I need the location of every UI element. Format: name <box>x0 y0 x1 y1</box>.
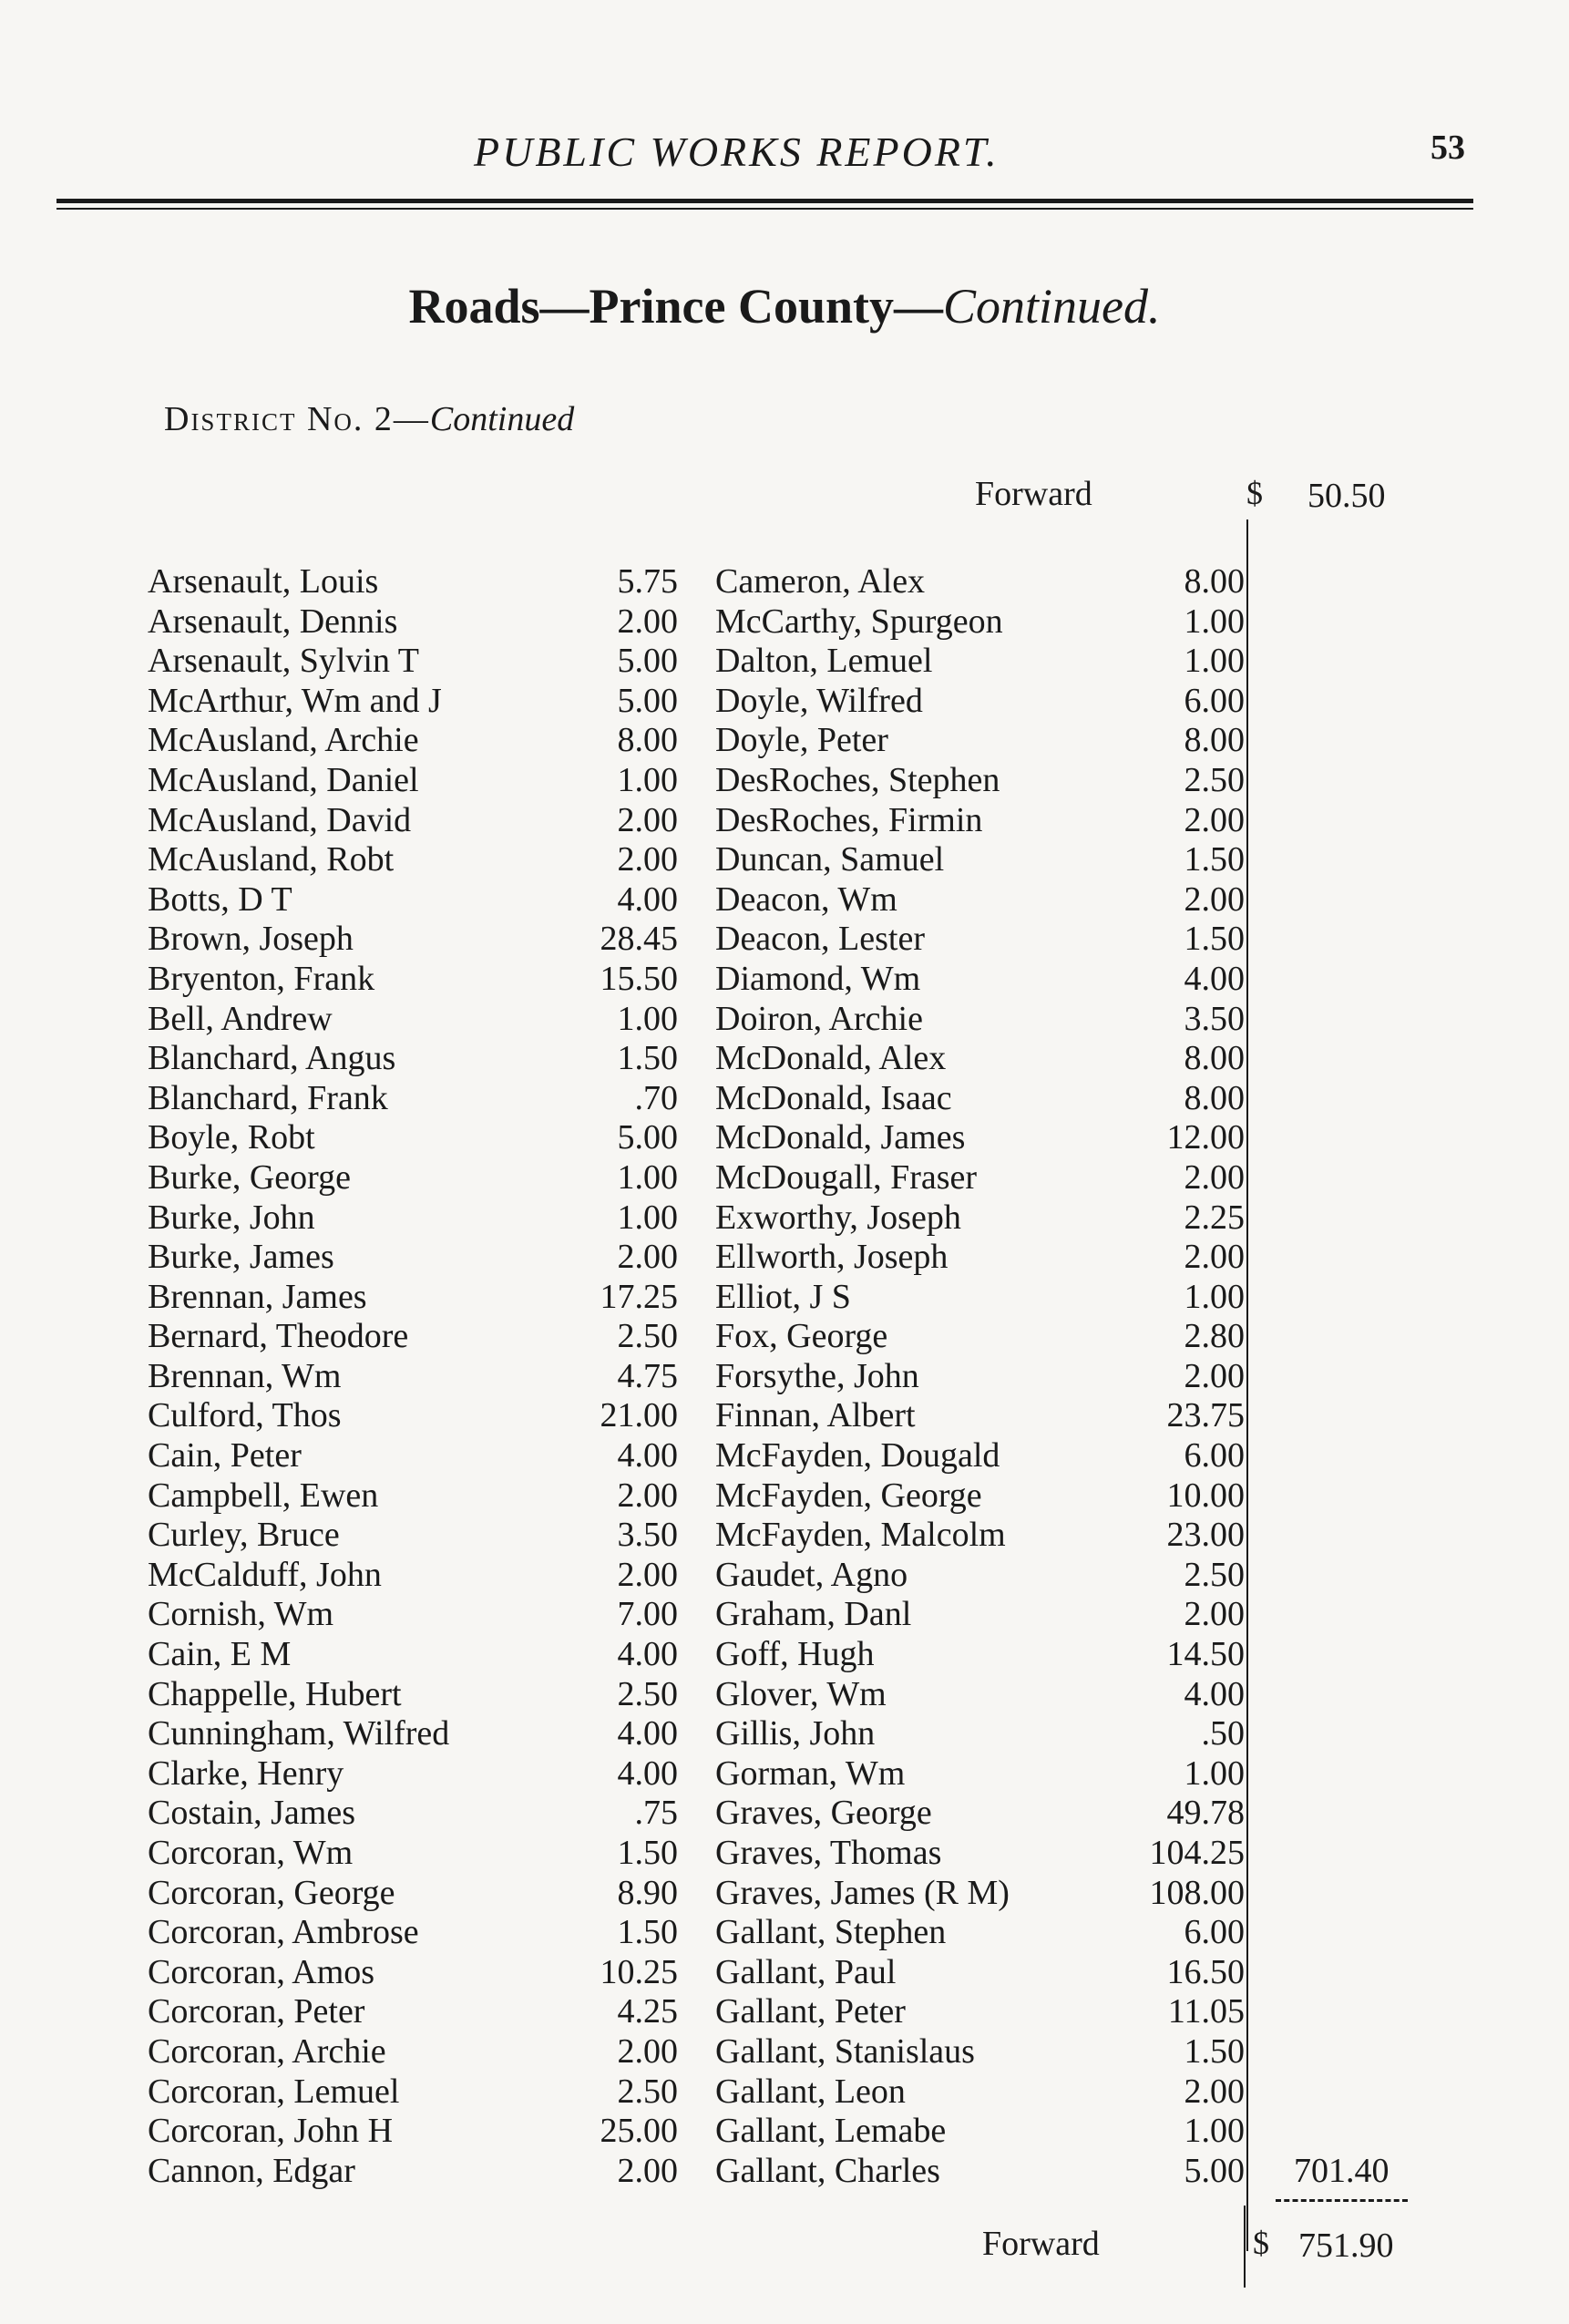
ledger-row <box>715 642 1248 682</box>
ledger-amount: 1.00 <box>617 760 678 799</box>
ledger-name: Brennan, Wm <box>148 1356 342 1395</box>
ledger-name: Gallant, Lemabe <box>715 2112 947 2151</box>
ledger-row <box>715 1278 1248 1318</box>
ledger-row <box>715 1635 1248 1675</box>
ledger-amount: 2.50 <box>1184 1555 1245 1594</box>
ledger-amount: 1.50 <box>617 1834 678 1872</box>
ledger-name: Culford, Thos <box>148 1396 342 1435</box>
ledger-row <box>148 682 685 722</box>
ledger-row <box>148 1357 685 1397</box>
ledger-name: McDonald, Isaac <box>715 1078 952 1117</box>
ledger-row <box>715 1913 1248 1953</box>
ledger-name: Dalton, Lemuel <box>715 642 933 681</box>
ledger-row <box>715 1476 1248 1517</box>
ledger-amount: .70 <box>634 1078 678 1117</box>
ledger-amount: 8.00 <box>1184 562 1245 601</box>
ledger-row <box>148 1675 685 1715</box>
ledger-amount: .75 <box>634 1794 678 1833</box>
ledger-name: Costain, James <box>148 1794 355 1833</box>
ledger-row <box>715 1317 1248 1357</box>
ledger-name: Exworthy, Joseph <box>715 1198 961 1237</box>
ledger-name: Campbell, Ewen <box>148 1476 379 1515</box>
ledger-name: Gallant, Paul <box>715 1952 897 1991</box>
ledger-amount: 2.00 <box>617 1238 678 1277</box>
ledger-amount: 1.00 <box>1184 602 1245 641</box>
ledger-row <box>148 1396 685 1436</box>
ledger-name: Cain, E M <box>148 1635 292 1674</box>
ledger-name: Brown, Joseph <box>148 920 354 959</box>
ledger-amount: 5.00 <box>617 681 678 720</box>
ledger-name: Graves, James (R M) <box>715 1873 1010 1912</box>
ledger-amount: 2.50 <box>617 2072 678 2111</box>
ledger-row <box>148 1079 685 1119</box>
ledger-amount: 1.50 <box>617 1039 678 1078</box>
ledger-name: Ellworth, Joseph <box>715 1238 949 1277</box>
ledger-amount: 2.00 <box>617 1476 678 1515</box>
ledger-name: Corcoran, Archie <box>148 2031 386 2071</box>
ledger-name: Diamond, Wm <box>715 959 921 998</box>
ledger-name: Doiron, Archie <box>715 999 923 1038</box>
ledger-name: Clarke, Henry <box>148 1753 344 1793</box>
ledger-amount: 8.00 <box>1184 1078 1245 1117</box>
ledger-amount: 1.50 <box>1184 2031 1245 2071</box>
ledger-row <box>148 1158 685 1198</box>
ledger-name: Gaudet, Agno <box>715 1555 908 1594</box>
ledger-row <box>715 1198 1248 1239</box>
ledger-row <box>148 602 685 643</box>
section-title-continued: Continued. <box>943 279 1161 334</box>
ledger-name: Corcoran, Wm <box>148 1834 354 1872</box>
ledger-name: McFayden, George <box>715 1476 982 1515</box>
ledger-amount: 2.00 <box>617 1555 678 1594</box>
forward-top-label: Forward <box>975 475 1092 513</box>
ledger-amount: 3.50 <box>617 1516 678 1555</box>
ledger-name: Blanchard, Frank <box>148 1078 388 1117</box>
ledger-amount: 1.00 <box>1184 1753 1245 1793</box>
ledger-name: Corcoran, Ambrose <box>148 1913 419 1952</box>
ledger-row <box>715 1754 1248 1794</box>
running-head <box>0 128 1569 182</box>
ledger-name: McCarthy, Spurgeon <box>715 602 1003 641</box>
ledger-amount: .50 <box>1201 1714 1245 1753</box>
ledger-name: Gallant, Charles <box>715 2151 940 2190</box>
ledger-name: Finnan, Albert <box>715 1396 916 1435</box>
ledger-amount: 1.00 <box>1184 1277 1245 1316</box>
ledger-name: Deacon, Wm <box>715 879 897 919</box>
ledger-amount: 1.50 <box>1184 840 1245 879</box>
ledger-amount: 108.00 <box>1149 1873 1245 1912</box>
ledger-row <box>715 2072 1248 2113</box>
ledger-name: Burke, John <box>148 1198 315 1237</box>
ledger-row <box>715 1556 1248 1596</box>
forward-bottom-amount: 751.90 <box>1298 2226 1394 2265</box>
ledger-row <box>715 682 1248 722</box>
ledger-amount: 49.78 <box>1166 1794 1245 1833</box>
ledger-amount: 5.75 <box>617 562 678 601</box>
ledger-name: Gillis, John <box>715 1714 876 1753</box>
ledger-row <box>715 801 1248 841</box>
ledger-row <box>148 1714 685 1754</box>
ledger-name: Cameron, Alex <box>715 562 926 601</box>
ledger-amount: 8.00 <box>1184 1039 1245 1078</box>
ledger-amount: 2.00 <box>617 602 678 641</box>
ledger-name: Corcoran, Lemuel <box>148 2072 400 2111</box>
left-ledger-column <box>148 562 685 2191</box>
ledger-amount: 1.00 <box>617 1198 678 1237</box>
ledger-row <box>148 1913 685 1953</box>
ledger-name: Graham, Danl <box>715 1595 912 1634</box>
ledger-row <box>715 1118 1248 1158</box>
ledger-row <box>148 1635 685 1675</box>
ledger-row <box>715 920 1248 960</box>
ledger-name: McAusland, David <box>148 800 412 839</box>
ledger-amount: 2.50 <box>617 1674 678 1713</box>
ledger-amount: 3.50 <box>1184 999 1245 1038</box>
ledger-amount: 8.90 <box>617 1873 678 1912</box>
ledger-row <box>148 1992 685 2032</box>
ledger-amount: 2.00 <box>1184 800 1245 839</box>
ledger-row <box>148 920 685 960</box>
ledger-name: McDougall, Fraser <box>715 1157 978 1197</box>
ledger-name: McAusland, Daniel <box>148 760 419 799</box>
ledger-amount: 2.50 <box>1184 760 1245 799</box>
ledger-row <box>715 1794 1248 1834</box>
ledger-row <box>148 2072 685 2113</box>
ledger-name: Curley, Bruce <box>148 1516 340 1555</box>
ledger-amount: 104.25 <box>1149 1834 1245 1872</box>
ledger-amount: 2.00 <box>1184 2072 1245 2111</box>
ledger-row <box>148 1476 685 1517</box>
ledger-amount: 1.50 <box>617 1913 678 1952</box>
ledger-amount: 1.00 <box>617 999 678 1038</box>
ledger-amount: 2.00 <box>617 840 678 879</box>
ledger-name: Burke, George <box>148 1157 352 1197</box>
ledger-name: Cornish, Wm <box>148 1595 334 1634</box>
ledger-amount: 12.00 <box>1166 1118 1245 1157</box>
ledger-amount: 6.00 <box>1184 681 1245 720</box>
ledger-name: McDonald, James <box>715 1118 966 1157</box>
ledger-amount: 4.00 <box>1184 1674 1245 1713</box>
ledger-name: McCalduff, John <box>148 1555 382 1594</box>
ledger-row <box>715 2152 1248 2192</box>
ledger-name: Botts, D T <box>148 879 292 919</box>
ledger-amount: 25.00 <box>600 2112 678 2151</box>
ledger-name: Gallant, Peter <box>715 1992 906 2031</box>
ledger-row <box>715 1079 1248 1119</box>
total-column-rule-lower <box>1244 2206 1246 2288</box>
ledger-name: Goff, Hugh <box>715 1635 875 1674</box>
ledger-amount: 15.50 <box>600 959 678 998</box>
ledger-row <box>148 880 685 920</box>
ledger-name: Arsenault, Louis <box>148 562 379 601</box>
ledger-row <box>715 880 1248 920</box>
ledger-row <box>715 1953 1248 1993</box>
page-number: 53 <box>1431 129 1465 167</box>
ledger-amount: 4.00 <box>617 1714 678 1753</box>
ledger-amount: 11.05 <box>1167 1992 1245 2031</box>
right-ledger-column <box>715 562 1248 2191</box>
ledger-row <box>148 1595 685 1635</box>
ledger-row <box>715 1834 1248 1874</box>
ledger-row <box>148 1278 685 1318</box>
forward-bottom-dollar: $ <box>1253 2225 1269 2261</box>
ledger-row <box>715 761 1248 801</box>
ledger-name: Gorman, Wm <box>715 1753 906 1793</box>
district-heading <box>164 399 574 439</box>
ledger-name: Cannon, Edgar <box>148 2151 355 2190</box>
ledger-name: Arsenault, Dennis <box>148 602 398 641</box>
ledger-row <box>148 2032 685 2072</box>
subtotal-rule <box>1276 2199 1408 2202</box>
ledger-row <box>715 960 1248 1000</box>
ledger-row <box>148 801 685 841</box>
ledger-row <box>715 1595 1248 1635</box>
ledger-name: Gallant, Stanislaus <box>715 2031 975 2071</box>
ledger-row <box>715 1714 1248 1754</box>
ledger-amount: 4.00 <box>617 1436 678 1476</box>
ledger-row <box>148 1874 685 1914</box>
ledger-row <box>148 642 685 682</box>
ledger-amount: 17.25 <box>600 1277 678 1316</box>
ledger-row <box>715 1992 1248 2032</box>
ledger-name: McDonald, Alex <box>715 1039 947 1078</box>
ledger-row <box>715 1357 1248 1397</box>
ledger-amount: 8.00 <box>617 721 678 760</box>
ledger-amount: 5.00 <box>1184 2151 1245 2190</box>
ledger-name: Cain, Peter <box>148 1436 302 1476</box>
ledger-name: Duncan, Samuel <box>715 840 945 879</box>
ledger-name: Corcoran, Amos <box>148 1952 375 1991</box>
ledger-amount: 5.00 <box>617 1118 678 1157</box>
ledger-row <box>715 1158 1248 1198</box>
ledger-amount: 2.25 <box>1184 1198 1245 1237</box>
ledger-amount: 4.00 <box>617 1635 678 1674</box>
ledger-row <box>148 1556 685 1596</box>
header-rule-thin <box>56 208 1473 210</box>
ledger-amount: 14.50 <box>1166 1635 1245 1674</box>
ledger-amount: 23.75 <box>1166 1396 1245 1435</box>
ledger-amount: 10.25 <box>600 1952 678 1991</box>
ledger-name: McAusland, Robt <box>148 840 395 879</box>
total-column-rule <box>1246 519 1248 2251</box>
ledger-amount: 23.00 <box>1166 1516 1245 1555</box>
ledger-amount: 2.00 <box>617 2031 678 2071</box>
ledger-amount: 4.25 <box>617 1992 678 2031</box>
ledger-amount: 2.50 <box>617 1317 678 1356</box>
ledger-name: Arsenault, Sylvin T <box>148 642 420 681</box>
forward-top-dollar: $ <box>1246 475 1263 511</box>
ledger-name: Bryenton, Frank <box>148 959 375 998</box>
ledger-row <box>148 1198 685 1239</box>
ledger-name: Brennan, James <box>148 1277 367 1316</box>
ledger-name: Burke, James <box>148 1238 334 1277</box>
ledger-amount: 2.00 <box>1184 879 1245 919</box>
ledger-amount: 2.00 <box>1184 1356 1245 1395</box>
ledger-name: Gallant, Leon <box>715 2072 906 2111</box>
ledger-name: Fox, George <box>715 1317 888 1356</box>
district-label: District No. 2— <box>164 400 430 438</box>
ledger-amount: 4.00 <box>617 879 678 919</box>
ledger-amount: 21.00 <box>600 1396 678 1435</box>
ledger-row <box>148 761 685 801</box>
ledger-row <box>148 1238 685 1278</box>
ledger-name: Corcoran, John H <box>148 2112 394 2151</box>
ledger-name: Bell, Andrew <box>148 999 333 1038</box>
ledger-row <box>715 1874 1248 1914</box>
ledger-row <box>148 1953 685 1993</box>
ledger-row <box>715 1000 1248 1040</box>
ledger-name: Forsythe, John <box>715 1356 919 1395</box>
ledger-name: Graves, Thomas <box>715 1834 942 1872</box>
ledger-amount: 1.50 <box>1184 920 1245 959</box>
ledger-amount: 10.00 <box>1166 1476 1245 1515</box>
ledger-row <box>715 562 1248 602</box>
subtotal-amount: 701.40 <box>1294 2152 1390 2190</box>
ledger-row <box>148 1794 685 1834</box>
ledger-name: Elliot, J S <box>715 1277 851 1316</box>
ledger-row <box>715 1675 1248 1715</box>
ledger-amount: 5.00 <box>617 642 678 681</box>
ledger-name: Doyle, Wilfred <box>715 681 923 720</box>
ledger-amount: 2.80 <box>1184 1317 1245 1356</box>
ledger-name: Blanchard, Angus <box>148 1039 396 1078</box>
ledger-amount: 4.00 <box>1184 959 1245 998</box>
ledger-row <box>715 840 1248 880</box>
ledger-row <box>148 960 685 1000</box>
ledger-row <box>148 1000 685 1040</box>
ledger-row <box>148 1118 685 1158</box>
ledger-row <box>148 562 685 602</box>
ledger-amount: 6.00 <box>1184 1913 1245 1952</box>
ledger-amount: 2.00 <box>1184 1157 1245 1197</box>
section-title <box>0 278 1569 334</box>
ledger-name: McArthur, Wm and J <box>148 681 442 720</box>
ledger-row <box>148 840 685 880</box>
ledger-name: Corcoran, Peter <box>148 1992 365 2031</box>
ledger-row <box>148 2152 685 2192</box>
ledger-name: Boyle, Robt <box>148 1118 315 1157</box>
ledger-name: Doyle, Peter <box>715 721 888 760</box>
ledger-name: McFayden, Malcolm <box>715 1516 1006 1555</box>
ledger-amount: 2.00 <box>1184 1595 1245 1634</box>
ledger-row <box>715 2032 1248 2072</box>
forward-top-amount: 50.50 <box>1308 477 1386 515</box>
ledger-amount: 16.50 <box>1166 1952 1245 1991</box>
ledger-row <box>148 721 685 761</box>
ledger-name: Deacon, Lester <box>715 920 925 959</box>
forward-bottom-label: Forward <box>982 2225 1100 2263</box>
ledger-amount: 4.75 <box>617 1356 678 1395</box>
ledger-name: Bernard, Theodore <box>148 1317 409 1356</box>
district-continued: Continued <box>429 400 575 438</box>
running-title: PUBLIC WORKS REPORT. <box>474 129 1000 175</box>
ledger-row <box>715 1238 1248 1278</box>
ledger-row <box>715 1039 1248 1079</box>
ledger-name: Glover, Wm <box>715 1674 887 1713</box>
ledger-name: Chappelle, Hubert <box>148 1674 402 1713</box>
ledger-name: Graves, George <box>715 1794 932 1833</box>
ledger-name: McAusland, Archie <box>148 721 419 760</box>
ledger-row <box>715 2112 1248 2152</box>
ledger-amount: 1.00 <box>1184 642 1245 681</box>
ledger-amount: 2.00 <box>1184 1238 1245 1277</box>
ledger-row <box>148 1436 685 1476</box>
ledger-amount: 2.00 <box>617 800 678 839</box>
ledger-row <box>148 1317 685 1357</box>
ledger-amount: 8.00 <box>1184 721 1245 760</box>
ledger-name: DesRoches, Stephen <box>715 760 1000 799</box>
ledger-row <box>715 721 1248 761</box>
ledger-amount: 28.45 <box>600 920 678 959</box>
header-rule-thick <box>56 199 1473 203</box>
ledger-row <box>148 1516 685 1556</box>
ledger-row <box>148 1834 685 1874</box>
ledger-row <box>715 1516 1248 1556</box>
ledger-row <box>148 1039 685 1079</box>
ledger-row <box>715 602 1248 643</box>
ledger-amount: 1.00 <box>617 1157 678 1197</box>
ledger-name: Corcoran, George <box>148 1873 395 1912</box>
ledger-name: Gallant, Stephen <box>715 1913 947 1952</box>
ledger-row <box>715 1436 1248 1476</box>
ledger-amount: 6.00 <box>1184 1436 1245 1476</box>
ledger-row <box>148 1754 685 1794</box>
ledger-amount: 4.00 <box>617 1753 678 1793</box>
ledger-row <box>715 1396 1248 1436</box>
ledger-name: McFayden, Dougald <box>715 1436 1000 1476</box>
ledger-amount: 2.00 <box>617 2151 678 2190</box>
ledger-amount: 7.00 <box>617 1595 678 1634</box>
ledger-amount: 1.00 <box>1184 2112 1245 2151</box>
section-title-main: Roads—Prince County— <box>408 279 943 334</box>
ledger-row <box>148 2112 685 2152</box>
ledger-name: Cunningham, Wilfred <box>148 1714 450 1753</box>
ledger-name: DesRoches, Firmin <box>715 800 983 839</box>
